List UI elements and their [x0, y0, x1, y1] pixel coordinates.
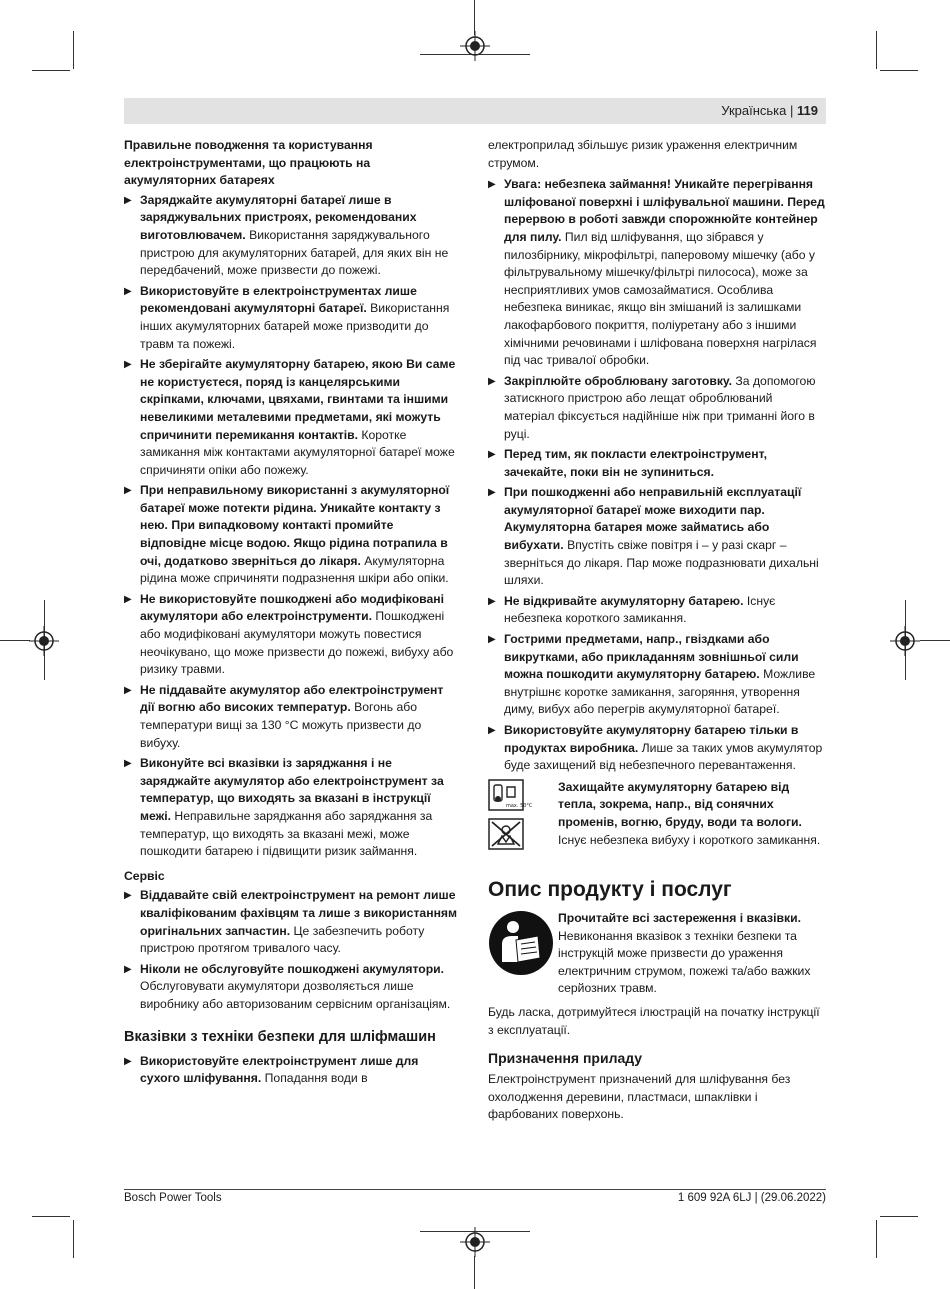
read-instructions-warning: Прочитайте всі застереження і вказівки. Невиконання вказівок з техніки безпеки та інструкцій може призвести до ураження електричним струмом, пожежі та/або важких серйозних травм. — [488, 910, 826, 998]
crop-mark — [32, 1216, 70, 1217]
crop-mark — [474, 0, 475, 35]
service-title: Сервіс — [124, 868, 165, 883]
footer-divider — [124, 1189, 826, 1190]
crop-mark — [73, 31, 74, 69]
battery-temperature-icon — [488, 779, 533, 811]
crop-mark — [474, 1256, 475, 1289]
list-item: ▶ Гострими предметами, напр., гвіздками або викрутками, або прикладанням зовнішньої сили можна пошкодити акумуляторну батарею. Можливе внутрішнє коротке замикання, загоряння, утворення диму, вибух або перегрів акумуляторної батареї. — [488, 631, 826, 719]
header-label: Українська | 119 — [721, 103, 818, 118]
header-language: Українська — [721, 103, 787, 118]
registration-mark-icon — [890, 626, 920, 656]
battery-protect-warning: max. 50°C Захищайте акумуляторну батарею від тепла, зокрема, напр., від сонячних променів, вогню, бруду, води та вологи. Існує небезпека вибуху і короткого замикання. — [488, 779, 826, 856]
crop-mark — [32, 70, 70, 71]
registration-mark-icon — [460, 1227, 490, 1257]
read-manual-icon — [488, 910, 554, 976]
svg-text:max. 50°C: max. 50°C — [506, 802, 533, 809]
page-header — [124, 98, 826, 124]
list-item: ▶ Використовуйте в електроінструментах лише рекомендовані акумуляторні батареї. Використання інших акумуляторних батарей може призводити до травм та пожежі. — [124, 283, 461, 353]
section-title: Правильне поводження та користування електроінструментами, що працюють на акумуляторних батареях — [124, 138, 373, 188]
crop-mark — [920, 640, 950, 641]
list-item: ▶ Не піддавайте акумулятор або електроінструмент дії вогню або високих температур. Вогонь або температури вищі за 130 °C можуть призвести до вибуху. — [124, 682, 461, 752]
list-item: ▶ Не відкривайте акумуляторну батарею. Існує небезпека короткого замикання. — [488, 593, 826, 628]
crop-mark — [876, 31, 877, 69]
right-column — [488, 137, 826, 1124]
list-item: ▶ Виконуйте всі вказівки із заряджання і не заряджайте акумулятор або електроінструмент за температур, що виходять за вказані в інструкції межі. Неправильне заряджання або заряджання за температур, що виходять за вказані межі, може пошкодити батарею і підвищити ризик займання. — [124, 755, 461, 861]
product-title: Опис продукту і послуг — [488, 877, 732, 901]
crop-mark — [0, 640, 30, 641]
list-item: ▶ Не використовуйте пошкоджені або модифіковані акумулятори або електроінструменти. Пошкоджені або модифіковані акумулятори можуть повестися неочікувано, що може призвести до пожежі, вибуху або ризику травми. — [124, 591, 461, 679]
sander-safety-title: Вказівки з техніки безпеки для шліфмашин — [124, 1028, 436, 1045]
list-item: ▶ Перед тим, як покласти електроінструмент, зачекайте, поки він не зупиниться. — [488, 446, 826, 481]
list-item: ▶ Віддавайте свій електроінструмент на ремонт лише кваліфікованим фахівцям та лише з використанням оригінальних запчастин. Це забезпечить роботу пристрою протягом тривалого часу. — [124, 887, 461, 957]
list-item: ▶ Закріплюйте оброблювану заготовку. За допомогою затискного пристрою або лещат оброблюваний матеріал фіксується надійніше ніж при триманні його в руці. — [488, 373, 826, 443]
illustration-note: Будь ласка, дотримуйтеся ілюстрацій на початку інструкції з експлуатації. — [488, 1004, 820, 1037]
list-item: ▶ Не зберігайте акумуляторну батарею, якою Ви саме не користуєтеся, поряд із канцелярськими скріпками, ключами, цвяхами, гвинтами та іншими невеликими металевими предметами, які можуть спричинити перемикання контактів. Коротке замикання між контактами акумуляторної батареї може спричиняти опіки або пожежу. — [124, 356, 461, 479]
list-item: ▶ Заряджайте акумуляторні батареї лише в заряджувальних пристроях, рекомендованих виготовлювачем. Використання заряджувального пристрою для акумуляторних батарей, для яких він не передбачений, може призвести до пожежі. — [124, 192, 461, 280]
list-item: ▶ Ніколи не обслуговуйте пошкоджені акумулятори. Обслуговувати акумулятори дозволяється лише виробнику або авторизованим сервісним організаціям. — [124, 961, 461, 1014]
footer-brand: Bosch Power Tools — [124, 1192, 222, 1204]
list-item: ▶ Використовуйте електроінструмент лише для сухого шліфування. Попадання води в — [124, 1053, 461, 1088]
no-sun-fire-water-icon — [488, 818, 524, 850]
crop-mark — [73, 1220, 74, 1258]
purpose-text: Електроінструмент призначений для шліфування без охолодження деревини, пластмаси, шпаклівки і фарбованих поверхонь. — [488, 1072, 791, 1122]
list-item: ▶ Увага: небезпека займання! Уникайте перегрівання шліфованої поверхні і шліфувальної машини. Перед перервою в роботі завжди спорожнюйте контейнер для пилу. Пил від шліфування, що зібрався у пилозбірнику, мікрофільтрі, паперовому мішечку (або у фільтрувальному мішечку/фільтрі пилососа), може за несприятливих умов самозайматися. Особлива небезпека виникає, якщо він змішаний із залишками лакофарбового покриття, поліуретану або з іншими хімічними речовинами і шліфована поверхня нагрілася під час тривалої обробки. — [488, 176, 826, 370]
page-number: 119 — [797, 103, 818, 118]
list-item: ▶ При неправильному використанні з акумуляторної батареї може потекти рідина. Уникайте контакту з нею. При випадковому контакті промийте відповідне місце водою. Якщо рідина потрапила в очі, додатково зверніться до лікаря. Акумуляторна рідина може спричиняти подразнення шкіри або опіки. — [124, 482, 461, 588]
registration-mark-icon — [460, 31, 490, 61]
crop-mark — [880, 1216, 918, 1217]
left-column — [124, 137, 461, 1091]
list-item: ▶ Використовуйте акумуляторну батарею тільки в продуктах виробника. Лише за таких умов акумулятор буде захищений від небезпечного перевантаження. — [488, 722, 826, 775]
crop-mark — [880, 70, 918, 71]
registration-mark-icon — [29, 626, 59, 656]
footer-doc-number: 1 609 92A 6LJ | (29.06.2022) — [677, 1192, 826, 1204]
purpose-title: Призначення приладу — [488, 1050, 643, 1067]
crop-mark — [876, 1220, 877, 1258]
continuation-text: електроприлад збільшує ризик ураження електричним струмом. — [488, 138, 798, 170]
list-item: ▶ При пошкодженні або неправильній експлуатації акумуляторної батареї може виходити пар. Акумуляторна батарея може займатись або вибухати. Впустіть свіже повітря і – у разі скарг – зверніться до лікаря. Пар може подразнювати дихальні шляхи. — [488, 484, 826, 590]
